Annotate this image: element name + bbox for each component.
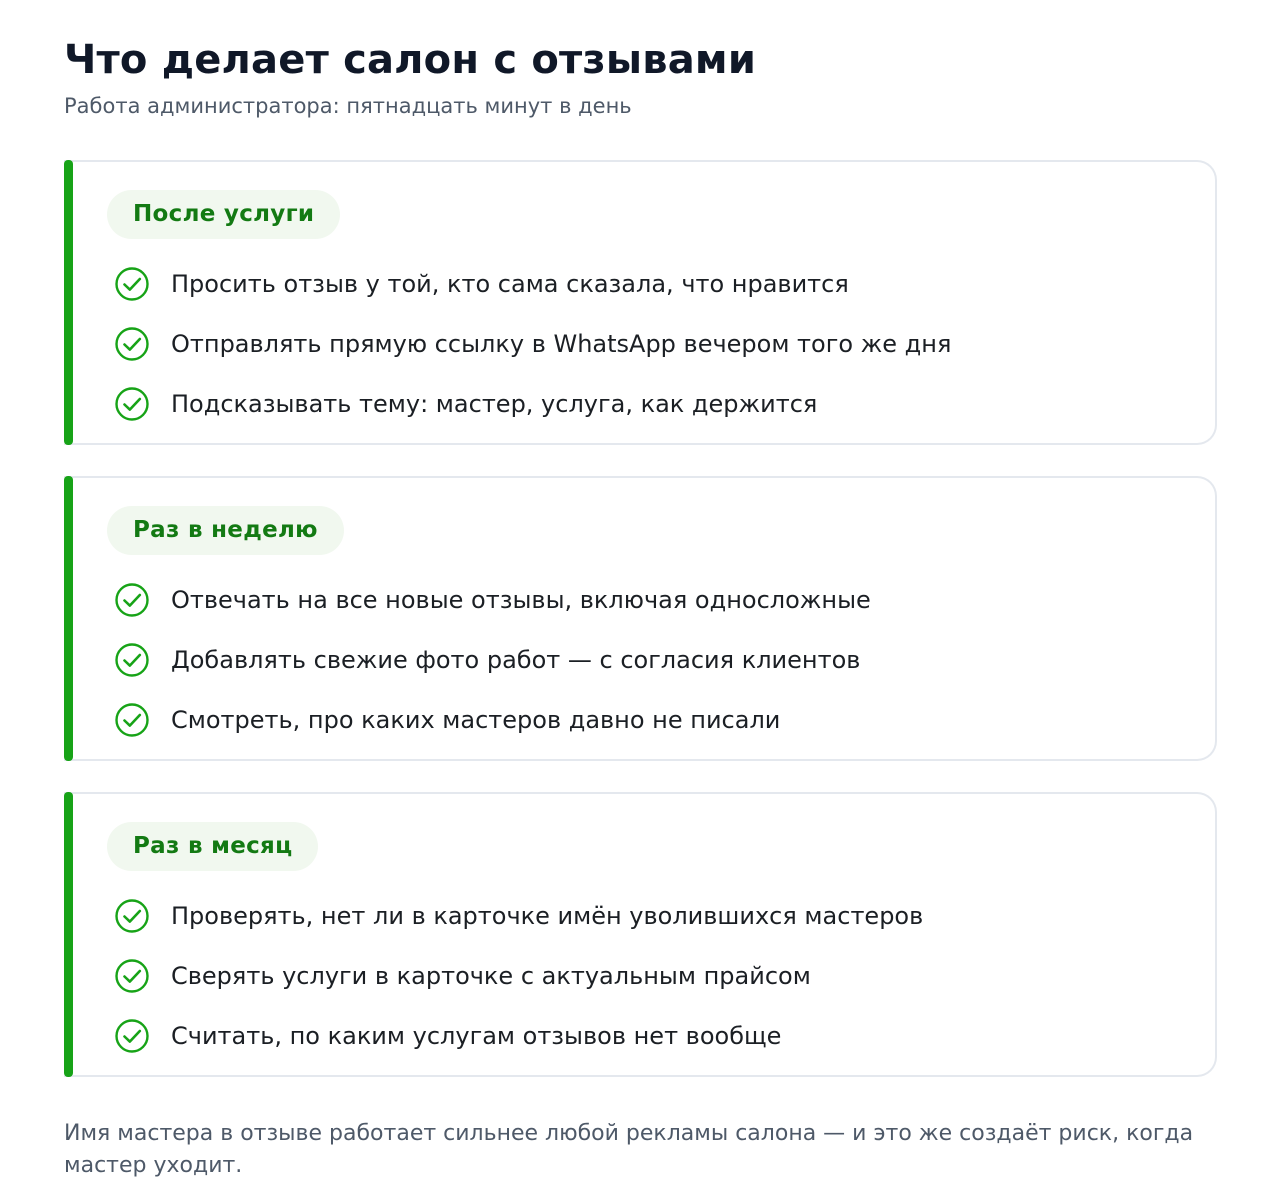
page-subtitle: Работа администратора: пятнадцать минут в день <box>64 94 632 118</box>
list-item-text: Сверять услуги в карточке с актуальным прайсом <box>171 962 811 990</box>
list-item <box>107 374 1215 434</box>
check-circle-icon <box>114 582 150 618</box>
section-label: Раз в месяц <box>107 822 318 871</box>
list-item <box>107 886 1215 946</box>
list-item-text: Смотреть, про каких мастеров давно не писали <box>171 706 781 734</box>
list-item <box>107 314 1215 374</box>
accent-bar <box>64 160 73 445</box>
section-card-after-service <box>64 160 1217 445</box>
list-item <box>107 630 1215 690</box>
checklist <box>107 886 1215 1066</box>
check-circle-icon <box>114 898 150 934</box>
section-label: Раз в неделю <box>107 506 344 555</box>
section-label: После услуги <box>107 190 340 239</box>
list-item-text: Проверять, нет ли в карточке имён уволившихся мастеров <box>171 902 924 930</box>
footer-note: Имя мастера в отзыве работает сильнее любой рекламы салона — и это же создаёт риск, когда мастер уходит. <box>64 1121 1194 1178</box>
list-item <box>107 570 1215 630</box>
list-item <box>107 1006 1215 1066</box>
checklist <box>107 254 1215 434</box>
page-title: Что делает салон с отзывами <box>64 37 757 83</box>
accent-bar <box>64 792 73 1077</box>
check-circle-icon <box>114 642 150 678</box>
check-circle-icon <box>114 702 150 738</box>
list-item <box>107 254 1215 314</box>
list-item-text: Подсказывать тему: мастер, услуга, как держится <box>171 390 818 418</box>
check-circle-icon <box>114 326 150 362</box>
check-circle-icon <box>114 386 150 422</box>
section-card-monthly <box>64 792 1217 1077</box>
list-item-text: Считать, по каким услугам отзывов нет вообще <box>171 1022 782 1050</box>
check-circle-icon <box>114 958 150 994</box>
list-item-text: Отвечать на все новые отзывы, включая односложные <box>171 586 871 614</box>
section-list <box>64 160 1217 1077</box>
check-circle-icon <box>114 1018 150 1054</box>
page-content <box>64 36 1217 1108</box>
list-item <box>107 946 1215 1006</box>
accent-bar <box>64 476 73 761</box>
list-item <box>107 690 1215 750</box>
checklist <box>107 570 1215 750</box>
section-card-weekly <box>64 476 1217 761</box>
list-item-text: Отправлять прямую ссылку в WhatsApp вечером того же дня <box>171 330 952 358</box>
list-item-text: Добавлять свежие фото работ — с согласия клиентов <box>171 646 861 674</box>
check-circle-icon <box>114 266 150 302</box>
list-item-text: Просить отзыв у той, кто сама сказала, что нравится <box>171 270 849 298</box>
